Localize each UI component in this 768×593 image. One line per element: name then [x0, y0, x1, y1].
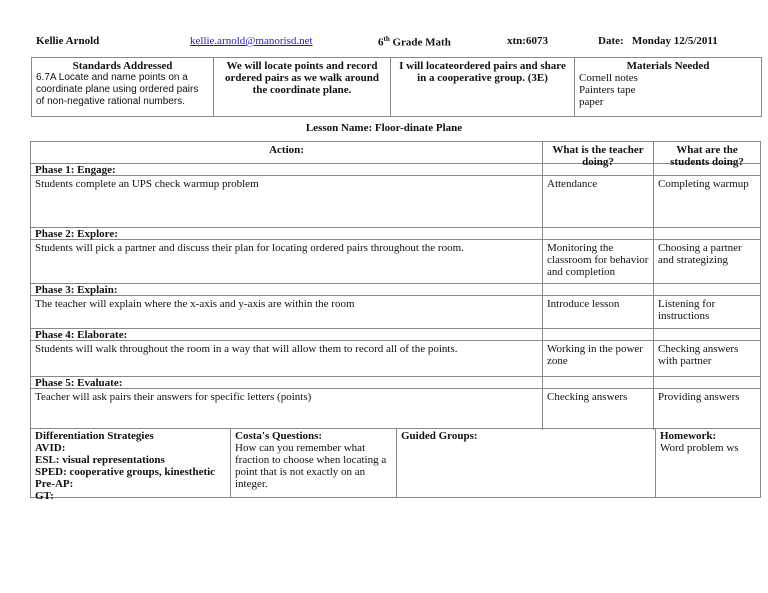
empty-cell	[543, 377, 654, 388]
empty-cell	[654, 164, 760, 175]
grade-subject	[378, 35, 451, 49]
phase-action: Students complete an UPS check warmup problem	[31, 176, 543, 227]
lesson-name: Lesson Name: Floor-dinate Plane	[305, 122, 463, 134]
empty-cell	[543, 284, 654, 295]
diff-line: GT:	[35, 490, 54, 502]
phase-title: Phase 3: Explain:	[31, 284, 543, 295]
standards-text: 6.7A Locate and name points on a coordinate plane using ordered pairs of non-negative rational numbers.	[36, 72, 199, 107]
email-link[interactable]: kellie.arnold@manorisd.net	[190, 35, 313, 47]
i-will-cell: I will locateordered pairs and share in a cooperative group. (3E)	[391, 58, 575, 116]
phase-title-row	[31, 164, 760, 176]
material-item: paper	[579, 96, 604, 108]
diff-line: AVID:	[35, 442, 66, 454]
students-doing: Providing answers	[658, 391, 740, 403]
objectives-box	[31, 57, 762, 117]
diff-line: ESL: visual representations	[35, 454, 165, 466]
empty-cell	[543, 228, 654, 239]
teacher-doing: Working in the power zone	[543, 341, 654, 376]
students-doing: Checking answers with partner	[658, 343, 739, 367]
costa-text: How can you remember what fraction to choose when locating a point that is not exactly on an integer.	[235, 442, 387, 490]
homework-text: Word problem ws	[660, 442, 739, 454]
diff-line: Pre-AP:	[35, 478, 74, 490]
phase-title-row	[31, 228, 760, 240]
subject: Grade Math	[389, 36, 451, 49]
students-doing: Completing warmup	[658, 178, 749, 190]
guided-groups-cell: Guided Groups:	[397, 428, 656, 497]
phase-title: Phase 4: Elaborate:	[31, 329, 543, 340]
phases-table	[30, 141, 761, 429]
diff-line: SPED: cooperative groups, kinesthetic	[35, 466, 216, 478]
differentiation-cell	[31, 428, 231, 502]
phase-content-row	[31, 240, 760, 284]
phase-title: Phase 2: Explore:	[31, 228, 543, 239]
header-action: Action:	[31, 142, 543, 163]
costa-cell	[231, 428, 397, 497]
phase-action: The teacher will explain where the x-axis and y-axis are within the room	[31, 296, 543, 328]
empty-cell	[654, 377, 760, 388]
phase-title: Phase 1: Engage:	[31, 164, 543, 175]
phase-action: Teacher will ask pairs their answers for specific letters (points)	[31, 389, 543, 430]
teacher-doing: Monitoring the classroom for behavior and completion	[543, 240, 654, 283]
homework-cell	[656, 428, 760, 497]
phase-content-row	[31, 176, 760, 228]
bottom-table	[30, 428, 761, 502]
costa-title: Costa's Questions:	[235, 430, 323, 442]
empty-cell	[543, 329, 654, 340]
phase-content-row	[31, 296, 760, 329]
extension: xtn:6073	[507, 35, 548, 47]
phase-action: Students will pick a partner and discuss their plan for locating ordered pairs throughout the room.	[31, 240, 543, 283]
teacher-name: Kellie Arnold	[36, 35, 100, 47]
phase-title-row	[31, 284, 760, 296]
students-doing: Choosing a partner and strategizing	[658, 242, 742, 266]
header-teacher: What is the teacher doing?	[543, 142, 654, 163]
homework-title: Homework:	[660, 430, 717, 442]
empty-cell	[654, 329, 760, 340]
standards-cell	[32, 58, 214, 116]
phase-title: Phase 5: Evaluate:	[31, 377, 543, 388]
phase-content-row	[31, 341, 760, 377]
material-item: Cornell notes	[579, 72, 638, 84]
phase-content-row	[31, 389, 760, 430]
grade-suffix: th	[383, 35, 390, 43]
standards-title: Standards Addressed	[72, 60, 173, 72]
differentiation-title: Differentiation Strategies	[35, 430, 154, 442]
phase-title-row	[31, 329, 760, 341]
students-doing: Listening for instructions	[658, 298, 716, 322]
teacher-doing: Introduce lesson	[543, 296, 654, 328]
date: Date: Monday 12/5/2011	[598, 35, 718, 47]
materials-title: Materials Needed	[626, 60, 710, 72]
table-header-row	[31, 142, 760, 168]
empty-cell	[654, 284, 760, 295]
header-students: What are the students doing?	[670, 144, 744, 168]
material-item: Painters tape	[579, 84, 636, 96]
teacher-doing: Checking answers	[543, 389, 654, 430]
materials-cell	[575, 58, 761, 116]
phase-title-row	[31, 377, 760, 389]
objective-cell: We will locate points and record ordered pairs as we walk around the coordinate plane.	[214, 58, 391, 116]
empty-cell	[654, 228, 760, 239]
phase-action: Students will walk throughout the room in a way that will allow them to record all of the points.	[31, 341, 543, 376]
teacher-doing: Attendance	[543, 176, 654, 227]
empty-cell	[543, 164, 654, 175]
grade-number: 6	[378, 36, 384, 49]
